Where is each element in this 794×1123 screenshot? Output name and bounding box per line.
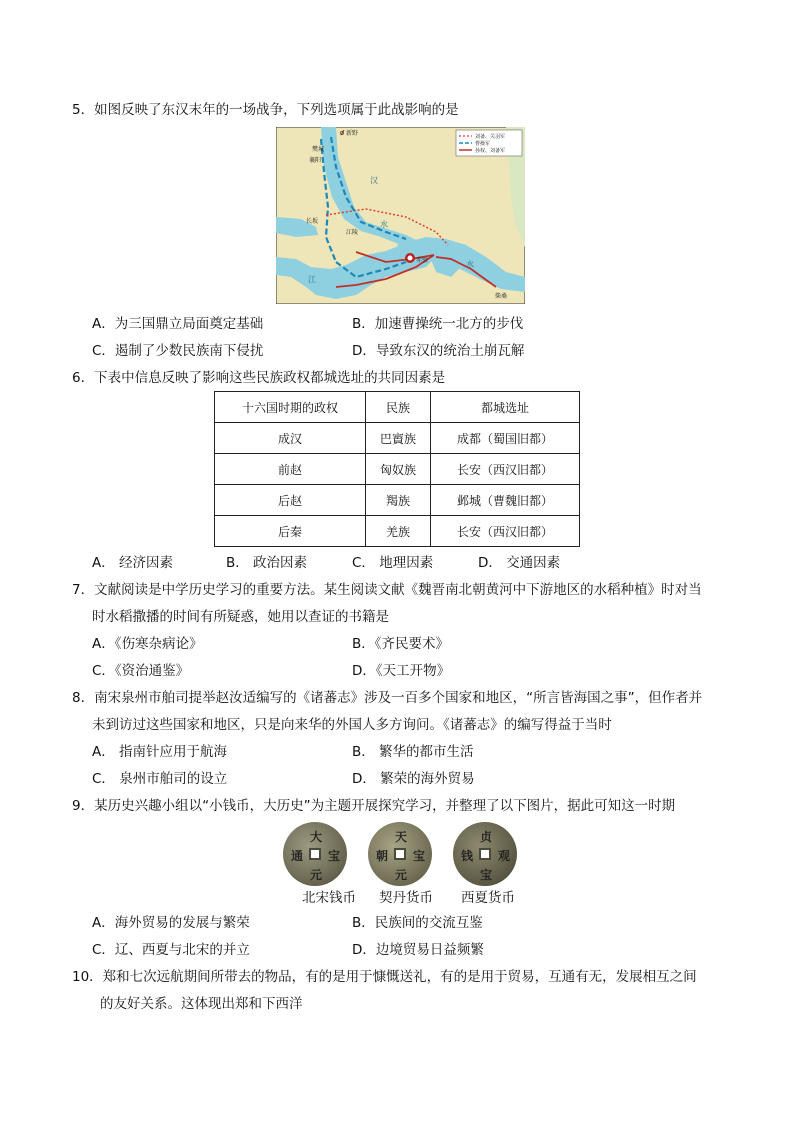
table-cell: 邺城（曹魏旧都） xyxy=(431,485,580,516)
label-jiang: 江 xyxy=(308,275,316,284)
coin-caption-western-xia: 西夏货币 xyxy=(461,890,515,906)
q10-stem-line2: 的友好关系。这体现出郑和下西洋 xyxy=(100,996,303,1012)
table-row xyxy=(215,516,580,547)
q5-stem: 5．如图反映了东汉末年的一场战争，下列选项属于此战影响的是 xyxy=(72,102,459,118)
label-chaisang: 柴桑 xyxy=(495,293,508,300)
label-changban: 长坂 xyxy=(306,218,319,225)
q9-option-d[interactable]: D．边境贸易日益频繁 xyxy=(352,942,484,958)
label-fancheng: 樊城 xyxy=(312,146,325,153)
chibi-battle-map xyxy=(276,127,525,304)
q6-option-b[interactable]: B． 政治因素 xyxy=(226,555,308,571)
q7-option-b[interactable]: B．《齐民要术》 xyxy=(352,636,450,652)
table-cell: 后秦 xyxy=(215,516,366,547)
q5-option-a[interactable]: A．为三国鼎立局面奠定基础 xyxy=(92,316,264,332)
label-jiangling: 江陵 xyxy=(346,229,359,236)
table-cell: 羯族 xyxy=(366,485,431,516)
q9-option-c[interactable]: C．辽、西夏与北宋的并立 xyxy=(92,942,250,958)
table-header-row xyxy=(215,392,580,423)
table-cell: 巴賨族 xyxy=(366,423,431,454)
table-cell: 后赵 xyxy=(215,485,366,516)
legend-cao: 曹操军 xyxy=(475,141,491,147)
label-xiangyang: 襄阳 xyxy=(309,157,322,164)
q9-stem: 9．某历史兴趣小组以“小钱币，大历史”为主题开展探究学习，并整理了以下图片，据此可知这一时期 xyxy=(72,798,676,814)
q9-option-a[interactable]: A．海外贸易的发展与繁荣 xyxy=(92,915,250,931)
q6-table xyxy=(214,391,580,547)
legend-sun: 孙权、刘备军 xyxy=(475,148,506,154)
q7-stem-line1: 7．文献阅读是中学历史学习的重要方法。某生阅读文献《魏晋南北朝黄河中下游地区的水稻种植》时对当 xyxy=(72,582,702,598)
q7-option-a[interactable]: A．《伤寒杂病论》 xyxy=(92,636,203,652)
label-jiang-water: 水 xyxy=(466,260,474,269)
q9-option-b[interactable]: B．民族间的交流互鉴 xyxy=(352,915,483,931)
coin-northern-song: 大 元 宝 通 xyxy=(283,822,347,886)
table-row xyxy=(215,423,580,454)
coin-caption-northern-song: 北宋钱币 xyxy=(302,890,356,906)
q6-option-d[interactable]: D． 交通因素 xyxy=(478,555,561,571)
q7-option-d[interactable]: D．《天工开物》 xyxy=(352,663,451,679)
legend-liu: 刘备、关羽军 xyxy=(475,134,506,140)
q5-map xyxy=(276,127,525,304)
q8-option-a[interactable]: A． 指南针应用于航海 xyxy=(92,744,228,760)
table-row xyxy=(215,485,580,516)
q8-option-b[interactable]: B． 繁华的都市生活 xyxy=(352,744,474,760)
q6-option-c[interactable]: C． 地理因素 xyxy=(352,555,434,571)
table-header: 民族 xyxy=(366,392,431,423)
coin-khitan: 天 元 宝 朝 xyxy=(368,822,432,886)
q10-stem-line1: 10．郑和七次远航期间所带去的物品，有的是用于慷慨送礼，有的是用于贸易，互通有无，发展相互之间 xyxy=(72,969,697,985)
table-header: 十六国时期的政权 xyxy=(215,392,366,423)
table-header: 都城选址 xyxy=(431,392,580,423)
label-han-water: 水 xyxy=(380,220,388,229)
label-chibi: 赤壁 xyxy=(416,257,429,264)
q7-stem-line2: 时水稻撒播的时间有所疑惑，她用以查证的书籍是 xyxy=(92,609,389,625)
q7-option-c[interactable]: C．《资治通鉴》 xyxy=(92,663,190,679)
table-cell: 匈奴族 xyxy=(366,454,431,485)
q6-option-a[interactable]: A． 经济因素 xyxy=(92,555,174,571)
table-cell: 羌族 xyxy=(366,516,431,547)
table-cell: 成都（蜀国旧都） xyxy=(431,423,580,454)
table-row xyxy=(215,454,580,485)
coin-caption-khitan: 契丹货币 xyxy=(379,890,433,906)
q8-option-c[interactable]: C． 泉州市舶司的设立 xyxy=(92,771,228,787)
coin-western-xia: 贞 宝 观 钱 xyxy=(453,822,517,886)
table-cell: 长安（西汉旧都） xyxy=(431,454,580,485)
q5-option-c[interactable]: C．遏制了少数民族南下侵扰 xyxy=(92,343,264,359)
label-xinye: 新野 xyxy=(346,130,359,137)
table-cell: 长安（西汉旧都） xyxy=(431,516,580,547)
table-cell: 成汉 xyxy=(215,423,366,454)
q8-option-d[interactable]: D． 繁荣的海外贸易 xyxy=(352,771,475,787)
label-han: 汉 xyxy=(370,176,378,185)
q6-stem: 6．下表中信息反映了影响这些民族政权都城选址的共同因素是 xyxy=(72,370,446,386)
q8-stem-line1: 8．南宋泉州市舶司提举赵汝适编写的《诸蕃志》涉及一百多个国家和地区，“所言皆海国之事”，但作者并 xyxy=(72,690,703,706)
q5-option-d[interactable]: D．导致东汉的统治土崩瓦解 xyxy=(352,343,525,359)
q5-option-b[interactable]: B．加速曹操统一北方的步伐 xyxy=(352,316,524,332)
table-cell: 前赵 xyxy=(215,454,366,485)
q8-stem-line2: 未到访过这些国家和地区，只是向来华的外国人多方询问。《诸蕃志》的编写得益于当时 xyxy=(92,717,612,733)
